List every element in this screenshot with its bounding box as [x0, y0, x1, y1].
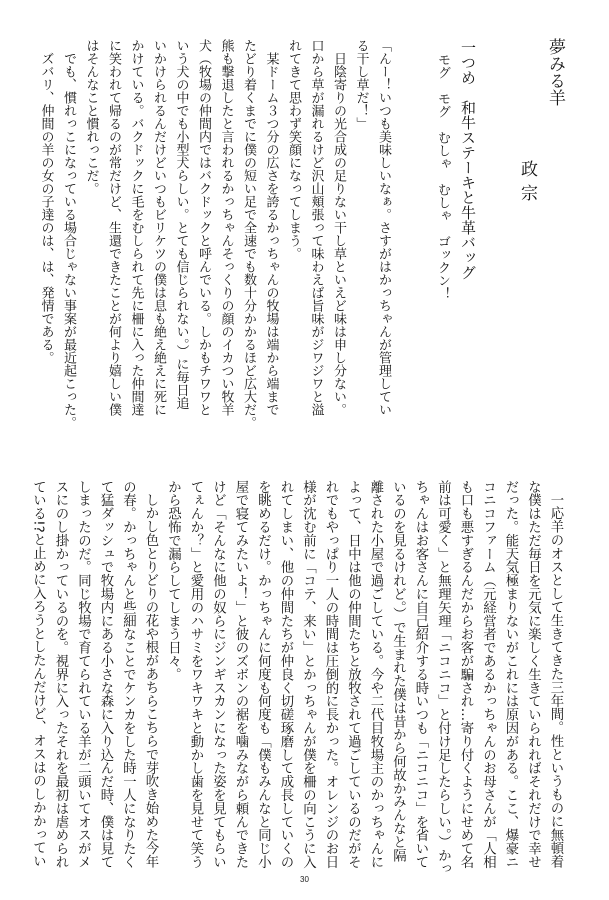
- text-column: しかし色とりどりの花や根があちらこちらで芽吹き始めた今年: [143, 493, 158, 869]
- text-column: いかけられるんだけどいつもビリケツの僕は息も絶え絶えに死に: [151, 39, 166, 416]
- text-column: ている!?と止めに入ろうとしたんだけど、オスはのしかかってい: [30, 480, 46, 868]
- text-column: の春。かっちゃんと些細なことでケンカをした時一人になりたく: [120, 480, 136, 869]
- story-title: 夢みる羊: [545, 38, 565, 106]
- text-column: に笑われて帰るのが常だけど、生還できたことが何より嬉しい僕: [106, 39, 121, 416]
- author-name: 政宗: [517, 160, 537, 208]
- opening-sound-line: モグ モグ むしゃ むしゃ ゴックン！: [435, 53, 450, 300]
- text-column: れでもやっぱり一人の時間は圧倒的に長かった。オレンジのお日: [323, 480, 338, 869]
- text-column: 某ドーム３つ分の広さを誇るかっちゃんの牧場は端から端まで: [263, 52, 279, 416]
- text-column: いるのを見るけれど。）で生まれた僕は昔から何故かみんなと隔: [390, 480, 406, 862]
- text-column: 一応羊のオスとして生きてきた三年間。性というものに無頓着: [548, 493, 563, 869]
- text-column: て猛ダッシュで牧場内にある小さな森に入り込んだ時、僕は見て: [98, 480, 113, 869]
- text-column: 犬（牧場の仲間内ではバクドックと呼んでいる。しかもチワワと: [196, 39, 211, 416]
- text-column: れてきて思わず笑顔になってしまう。: [286, 39, 301, 260]
- chapter-heading: 一つめ 和牛ステーキと牛革バッグ: [459, 40, 477, 280]
- text-column: たどり着くまでに僕の短い足で全速でも数十分かかるほど広大だ。: [241, 39, 256, 429]
- page-number: 30: [300, 875, 309, 884]
- text-column: れてしまい、他の仲間たちが仲良く切磋琢磨して成長していくの: [278, 480, 293, 869]
- text-column: ズバリ、仲間の羊の女の子達のは、は、発情である。: [38, 52, 54, 364]
- text-column: 口から草が漏れるけど沢山頬張って味わえば旨味がジワジワと溢: [308, 39, 324, 416]
- text-column: 前は可愛く」と無理矢理「ニコニコ」と付け足したらしい。）かっ: [435, 480, 451, 876]
- text-column: かけている。バクドックに毛をむしられて先に柵に入った仲間達: [128, 39, 144, 416]
- text-column: よって、日中は他の仲間たちと放牧されて過ごしているのだがそ: [345, 480, 361, 869]
- text-column: も口も悪すぎるんだからお客が騙され…寄り付くようにせめて名: [458, 480, 473, 869]
- text-column: でも、慣れっこになっている場合じゃない事案が最近起こった。: [61, 52, 76, 429]
- text-column: てぇんか？」と愛用のハサミをワキワキと動かし歯を見せて笑う: [188, 480, 203, 869]
- text-column: 離された小屋で過ごしている。今や二代目牧場主のかっちゃんに: [368, 480, 383, 869]
- text-column: しまったのだ。同じ牧場で育てられている羊が二頭いてオスがメ: [75, 480, 91, 869]
- text-column: コニコファーム（元経営者であるかっちゃんのお母さんが「人相: [480, 480, 496, 869]
- text-column: から恐怖で漏らしてしまう日々。: [165, 480, 181, 681]
- text-column: ちゃんはお客さんに自己紹介する時いつも「ニコニコ」を省いて: [413, 480, 428, 869]
- text-column: いう犬の中でも小型犬らしい。とても信じられない。）に毎日追: [173, 39, 189, 410]
- text-column: だった。能天気極まりないがこれには原因がある。ここ、爆豪ニ: [503, 480, 518, 869]
- text-column: スにのし掛かっているのを。視界に入ったそれを最初は虐められ: [53, 480, 68, 869]
- text-column: な僕はただ毎日を元気に楽しく生きていられればそれだけで幸せ: [525, 480, 541, 869]
- text-column: 様が沈む前に「コテ、来い」とかっちゃんが僕を柵の向こうに入: [300, 480, 316, 869]
- text-column: 日陰寄りの光合成の足りない干し草といえど味は申し分ない。: [331, 52, 346, 416]
- text-column: はそんなこと慣れっこだ。: [83, 39, 99, 195]
- text-column: 熊も撃退したと言われるかっちゃんそっくりの顔のイカつい牧羊: [218, 39, 234, 416]
- text-column: けど「そんなに他の奴らにジンギスカンになった姿を見てもらい: [210, 480, 226, 869]
- text-column: る干し草だ！」: [353, 39, 369, 130]
- text-column: を眺めるだけ。かっちゃんに何度も何度も「僕もみんなと同じ小: [255, 480, 271, 869]
- text-column: 「んー！いつも美味しいなぁ。さすがはかっちゃんが管理してい: [376, 39, 391, 416]
- text-column: 屋で寝てみたいよ！」と彼のズボンの裾を噛みながら頼んできた: [233, 480, 248, 869]
